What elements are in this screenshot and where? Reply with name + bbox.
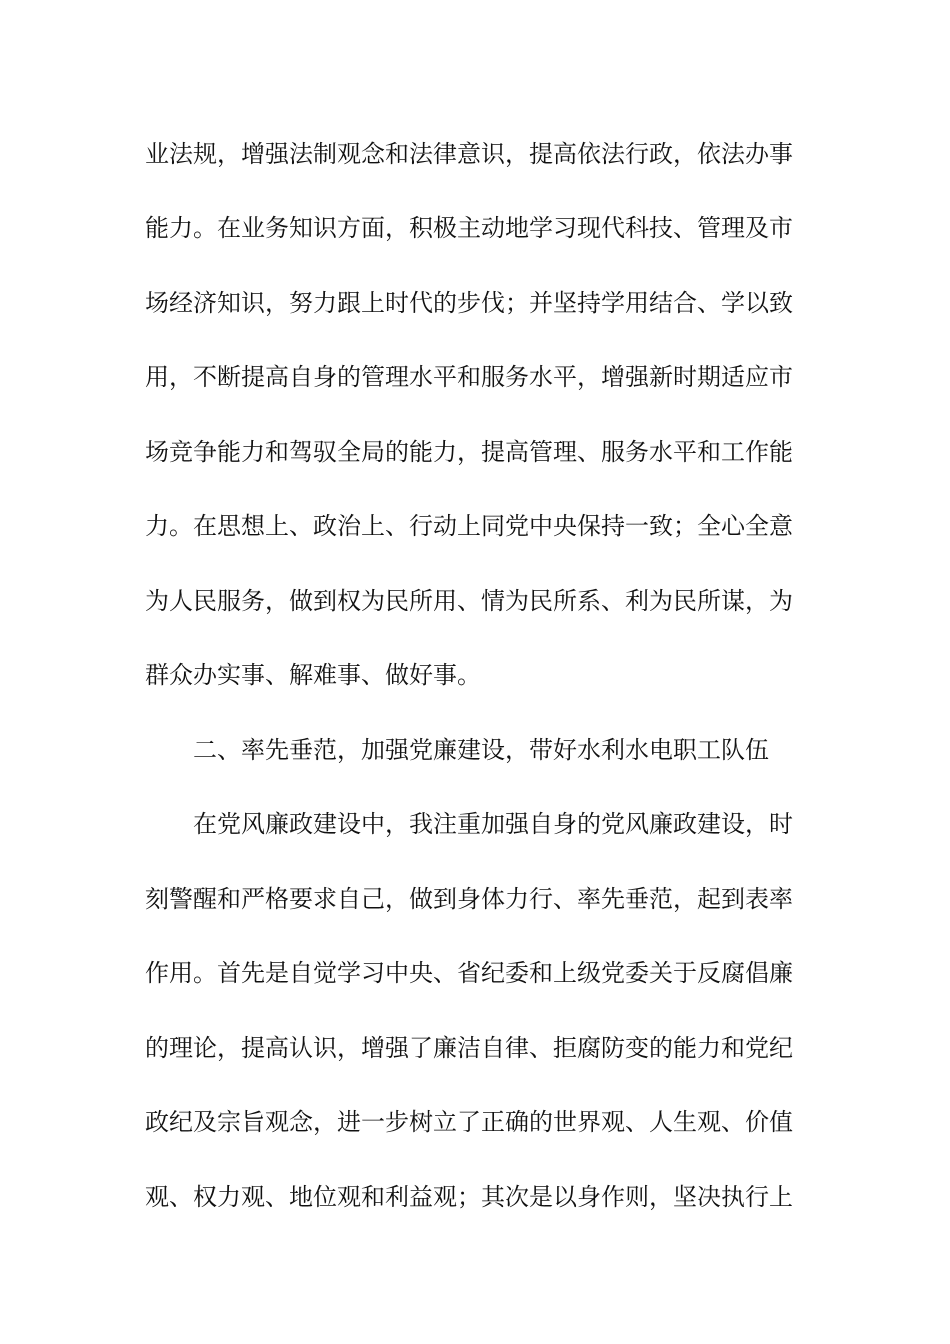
paragraph-line: 为人民服务，做到权为民所用、情为民所系、利为民所谋，为 (145, 587, 793, 615)
paragraph-line: 政纪及宗旨观念，进一步树立了正确的世界观、人生观、价值 (145, 1108, 793, 1136)
paragraph-line: 作用。首先是自觉学习中央、省纪委和上级党委关于反腐倡廉 (145, 959, 793, 987)
paragraph-line: 业法规，增强法制观念和法律意识，提高依法行政，依法办事 (145, 140, 793, 168)
paragraph-line: 力。在思想上、政治上、行动上同党中央保持一致；全心全意 (145, 512, 793, 540)
paragraph-line: 的理论，提高认识，增强了廉洁自律、拒腐防变的能力和党纪 (145, 1034, 793, 1062)
paragraph-line: 在党风廉政建设中，我注重加强自身的党风廉政建设，时 (193, 810, 793, 838)
paragraph-line: 群众办实事、解难事、做好事。 (145, 661, 481, 689)
section-heading: 二、率先垂范，加强党廉建设，带好水利水电职工队伍 (193, 736, 769, 764)
paragraph-line: 刻警醒和严格要求自己，做到身体力行、率先垂范，起到表率 (145, 885, 793, 913)
paragraph-line: 能力。在业务知识方面，积极主动地学习现代科技、管理及市 (145, 214, 793, 242)
paragraph-line: 场经济知识，努力跟上时代的步伐；并坚持学用结合、学以致 (145, 289, 793, 317)
paragraph-line: 观、权力观、地位观和利益观；其次是以身作则，坚决执行上 (145, 1183, 793, 1211)
paragraph-line: 场竞争能力和驾驭全局的能力，提高管理、服务水平和工作能 (145, 438, 793, 466)
paragraph-line: 用，不断提高自身的管理水平和服务水平，增强新时期适应市 (145, 363, 793, 391)
